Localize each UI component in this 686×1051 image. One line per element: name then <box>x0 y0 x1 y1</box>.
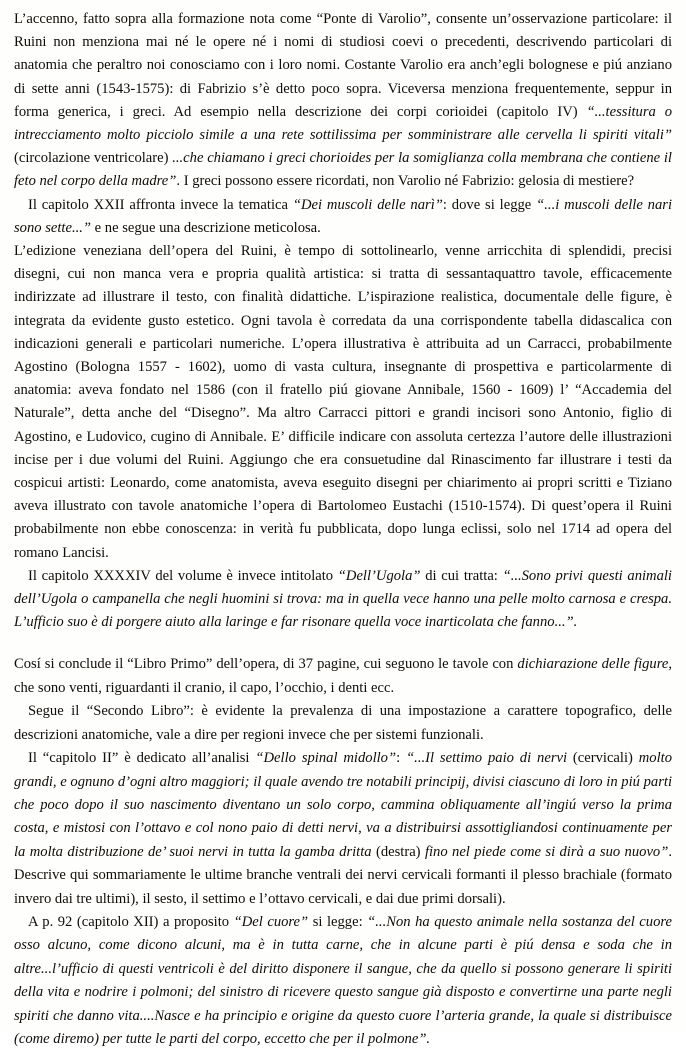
section-divider <box>14 634 672 653</box>
section-two <box>14 653 672 1051</box>
body-text: : <box>396 750 407 767</box>
body-text: di cui tratta: <box>420 567 503 584</box>
paragraph <box>14 911 672 1051</box>
paragraph <box>14 194 672 240</box>
body-text: . Descrive qui sommariamente le ultime branche ventrali dei nervi cervicali formanti il plesso brachiale (formato invero dai tre ultimi), il sesto, il settimo e l’ottavo cervicali, e dai due primi dorsali). <box>14 843 672 907</box>
quoted-text: “Dell’Ugola” <box>337 567 421 584</box>
paragraph <box>14 240 672 565</box>
body-text: . I greci possono essere ricordati, non Varolio né Fabrizio: gelosia di mestiere? <box>176 173 635 190</box>
quoted-text: dichiarazione delle figure <box>517 656 669 673</box>
body-text: Il capitolo XXXXIV del volume è invece intitolato <box>28 567 338 584</box>
quoted-text: “...tessitura o intrecciamento molto picciolo simile a una rete sottilissima per somministrare alle cervella li spiriti vitali” <box>14 103 673 144</box>
quoted-text: “Del cuore” <box>233 913 309 930</box>
quoted-text: ...che chiamano i greci chorioides per la somiglianza colla membrana che contiene il feto nel corpo della madre” <box>14 150 672 190</box>
quoted-text: “...Il settimo paio di nervi <box>406 750 568 767</box>
quoted-text: molto grandi, e ognuno d’ogni altro maggiori; il quale avendo tre notabili principij, divisi ciascuno di loro in piú parti che poco dopo il suo nascimento diventano un solo corpo, cammina obliquamente all’ingiú verso la prima costa, e mistosi con l’ottavo e col nono paio di detti nervi, va a distribuirsi assottigliandosi continuamente per la molta distribuzione de’ suoi nervi in tutta la gamba dritta <box>14 750 673 860</box>
section-two-body <box>14 653 672 1051</box>
body-text: L’accenno, fatto sopra alla formazione nota come “Ponte di Varolio”, consente un’osservazione particolare: il Ruini non menziona mai né le opere né i nomi di studiosi coevi o precedenti, descrivendo particolari di anatomia che peraltro noi conosciamo con i loro nomi. Costante Varolio era anch’egli bolognese e piú anziano di sette anni (1543-1575): di Fabrizio s’è detto poco sopra. Viceversa menziona frequentemente, seppur in forma generica, i greci. Ad esempio nella descrizione dei corpi corioidei (capitolo IV) <box>14 11 672 120</box>
paragraph <box>14 700 672 747</box>
section-one <box>14 8 672 634</box>
paragraph <box>14 747 672 911</box>
paragraph <box>14 8 672 194</box>
body-text: Il capitolo XXII affronta invece la tematica <box>28 196 293 213</box>
body-text: si legge: <box>308 913 368 930</box>
quoted-text: “...i muscoli delle nari sono sette...” <box>14 196 672 236</box>
body-text: Il “capitolo II” è dedicato all’analisi <box>28 750 256 767</box>
body-text: (circolazione ventricolare) <box>14 150 173 167</box>
quoted-text: “Dello spinal midollo” <box>255 750 397 767</box>
body-text: Segue il “Secondo Libro”: è evidente la prevalenza di una impostazione a carattere topografico, delle descrizioni anatomiche, vale a dire per regioni invece che per sistemi funzionali. <box>14 703 672 743</box>
body-text: : dove si legge <box>442 196 537 213</box>
body-text: A p. 92 (capitolo XII) a proposito <box>28 913 234 930</box>
quoted-text: fino nel piede come si dirà a suo nuovo” <box>424 843 669 860</box>
paragraph <box>14 565 672 635</box>
paragraph <box>14 653 672 700</box>
body-text: (cervicali) <box>567 750 639 767</box>
body-text: Cosí si conclude il “Libro Primo” dell’opera, di 37 pagine, cui seguono le tavole con <box>14 656 518 673</box>
body-text: L’edizione veneziana dell’opera del Ruini, è tempo di sottolinearlo, venne arricchita di splendidi, precisi disegni, cui non manca vera e propria qualità artistica: si tratta di sessantaquattro tavole, efficacemente indirizzate ad illustrare il testo, con finalità didattiche. L’ispirazione realistica, documentale delle figure, è integrata da evidente gusto estetico. Ogni tavola è corredata da una corrispondente tabella didascalica con indicazioni generali e particolari numeriche. L’opera illustrativa è attribuita ad un Carracci, probabilmente Agostino (Bologna 1557 - 1602), uomo di vasta cultura, insegnante di prospettiva e particolarmente di anatomia: aveva fondato nel 1586 (con il fratello piú giovane Annibale, 1560 - 1609) l’ “Accademia del Naturale”, detta anche del “Disegno”. Ma altro Carracci pittori e grandi incisori sono Antonio, figlio di Agostino, e Ludovico, cugino di Annibale. E’ difficile indicare con assoluta certezza l’autore delle illustrazioni incise per i due volumi del Ruini. Aggiungo che era consuetudine dal Rinascimento far illustrare i testi da cospicui artisti: Leonardo, come anatomista, aveva eseguito disegni per chiarimento ai propri scritti e Tiziano aveva illustrato con tavole anatomiche l’opera di Bartolomeo Eustachi (1510-1574). Di quest’opera il Ruini probabilmente non ebbe conoscenza: in verità fu pubblicata, dopo lunga eclissi, solo nel 1714 ad opera del romano Lancisi. <box>14 243 672 561</box>
body-text: , che sono venti, riguardanti il cranio, il capo, l’occhio, i denti ecc. <box>14 656 673 696</box>
section-one-body <box>14 8 672 634</box>
quoted-text: “Dei muscoli delle narì” <box>292 196 443 213</box>
quoted-text: “...Sono privi questi animali dell’Ugola o campanella che negli huomini si trova: ma in quella vece hanno una pelle molto carnosa e crespa. L’ufficio suo è di porgere aiuto alla laringe e far risonare quella voce inarticolata che fanno...”. <box>14 567 672 631</box>
body-text: (destra) <box>371 843 425 860</box>
quoted-text: “...Non ha questo animale nella sostanza del cuore osso alcuno, come dicono alcuni, ma è in tutta carne, che in alcune parti è piú densa e soda che in altre...l’ufficio di questi ventricoli è del diritto disponere il sangue, che da quello si possono generare li spiriti della vita e nodrire i polmoni; del sinistro di ricevere questo sangue già disposto e convertirne una parte negli spiriti che danno vita....Nasce e ha principio e origine da questo cuore l’arteria grande, la quale si distribuisce (come diremo) per tutte le parti del corpo, eccetto che per il polmone”. <box>14 913 672 1047</box>
body-text: e ne segue una descrizione meticolosa. <box>91 219 321 236</box>
